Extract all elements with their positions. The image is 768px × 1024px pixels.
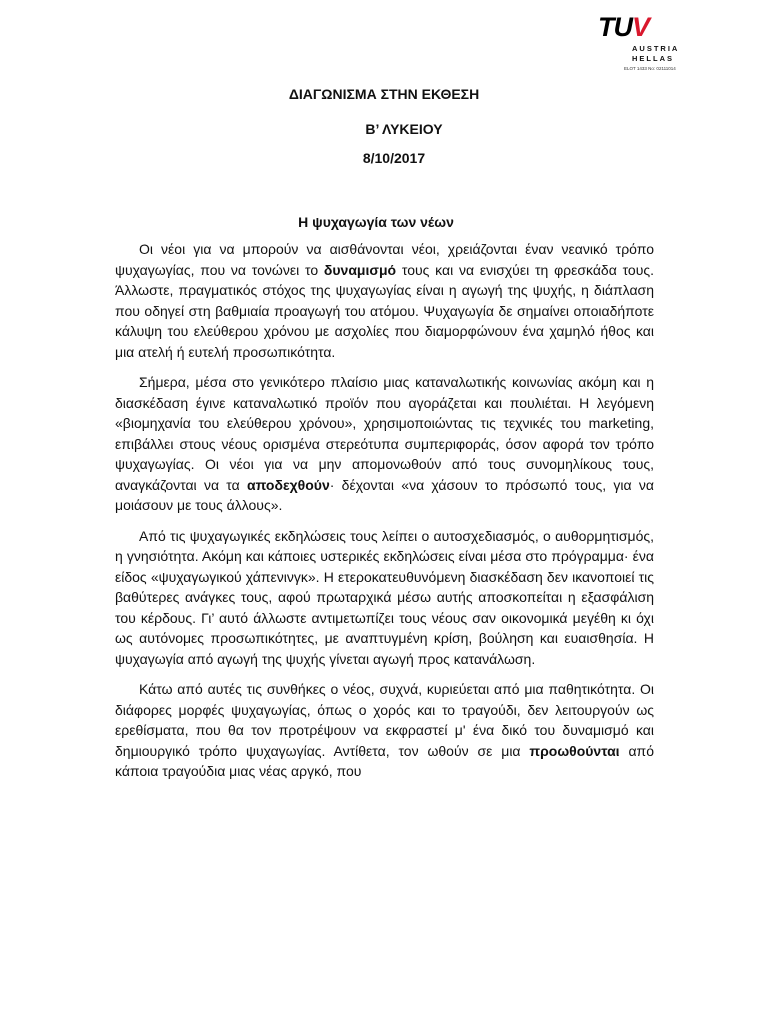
essay-body — [115, 239, 654, 792]
paragraph-1-text-a: Οι νέοι για να μπορούν να αισθάνονται νέοι, χρειάζονται έναν νεανικό τρόπο ψυχαγωγίας, που να τονώνει το — [115, 241, 654, 278]
exam-date: 8/10/2017 — [362, 150, 426, 166]
paragraph-2-text-c: · δέχονται «να χάσουν το πρόσωπό τους, για να μοιάσουν με τους άλλους». — [115, 476, 654, 513]
tuv-austria-hellas-logo — [594, 12, 680, 72]
paragraph-4 — [115, 679, 654, 782]
logo-brand-accent: V — [632, 12, 650, 42]
document-title: ΔΙΑΓΩΝΙΣΜΑ ΣΤΗΝ ΕΚΘΕΣΗ — [288, 86, 480, 102]
logo-brand-main: TU — [598, 12, 632, 42]
logo-certificate: ELOT 1433 No: 02111014 — [624, 66, 676, 71]
paragraph-1-text-c: τους και να ενισχύει τη φρεσκάδα τους. Άλλωστε, πραγματικός στόχος της ψυχαγωγίας είναι η αγωγή της ψυχής, η διάπλαση που οδηγεί στη βαθμιαία προαγωγή του ατόμου. Ψυχαγωγία δε σημαίνει οποιαδήποτε κάλυψη του ελεύθερου χρόνου με ασχολίες που διαμορφώνουν ένα χαμηλό ήθος και μια ατελή ή ευτελή προσωπικότητα. — [115, 261, 654, 360]
paragraph-3-text-a: Από τις ψυχαγωγικές εκδηλώσεις τους λείπει ο αυτοσχεδιασμός, ο αυθορμητισμός, η γνησιότητα. Ακόμη και κάποιες υστερικές εκδηλώσεις είναι μέσα στο πρόγραμμα· ένα είδος «ψυχαγωγικού χάπενινγκ». Η ετεροκατευθυνόμενη διασκέδαση δεν ικανοποιεί τις βαθύτερες ανάγκες τους, αφού πρωταρχικά μέσω αυτής αποσκοπείται η εξασφάλιση του κέρδους. Γι’ αυτό άλλωστε αντιμετωπίζει τους νέους σαν οικονομικά μεγέθη κι όχι ως αυτόνομες προσωπικότητες, με αναπτυγμένη κρίση, βούληση και ευαισθησία. Η ψυχαγωγία από αγωγή της ψυχής γίνεται αγωγή προς κατανάλωση. — [115, 527, 654, 667]
essay-subject: Η ψυχαγωγία των νέων — [298, 214, 454, 230]
paragraph-1 — [115, 239, 654, 362]
logo-line-hellas: HELLAS — [632, 54, 674, 63]
paragraph-2-bold: αποδεχθούν — [247, 476, 330, 493]
paragraph-4-bold: προωθούνται — [529, 742, 620, 759]
logo-line-austria: AUSTRIA — [632, 44, 680, 53]
paragraph-3 — [115, 526, 654, 670]
grade-label: Β’ ΛΥΚΕΙΟΥ — [365, 121, 443, 137]
paragraph-4-text-a: Κάτω από αυτές τις συνθήκες ο νέος, συχνά, κυριεύεται από μια παθητικότητα. Οι διάφορες μορφές ψυχαγωγίας, όπως ο χορός και το τραγούδι, δεν λειτουργούν ως ερεθίσματα, που θα τον προτρέψουν να εκφραστεί μ' ένα δικό του δυναμισμό και δημιουργικό τρόπο ψυχαγωγίας. Αντίθετα, τον ωθούν σε μια — [115, 681, 654, 759]
paragraph-4-text-c: από κάποια τραγούδια μιας νέας αργκό, που — [115, 742, 654, 779]
paragraph-2 — [115, 372, 654, 516]
paragraph-1-bold: δυναμισμό — [323, 261, 397, 278]
paragraph-2-text-a: Σήμερα, μέσα στο γενικότερο πλαίσιο μιας καταναλωτικής κοινωνίας ακόμη και η διασκέδαση έγινε καταναλωτικό προϊόν που αγοράζεται και πουλιέται. Η λεγόμενη «βιομηχανία του ελεύθερου χρόνου», χρησιμοποιώντας τις τεχνικές του marketing, επιβάλλει στους νέους ορισμένα στερεότυπα συμπεριφοράς, όσον αφορά τον τρόπο ψυχαγωγίας. Οι νέοι για να μην απομονωθούν από τους συνομηλίκους τους, αναγκάζονται να τα — [115, 374, 654, 493]
logo-wordmark — [598, 14, 649, 41]
